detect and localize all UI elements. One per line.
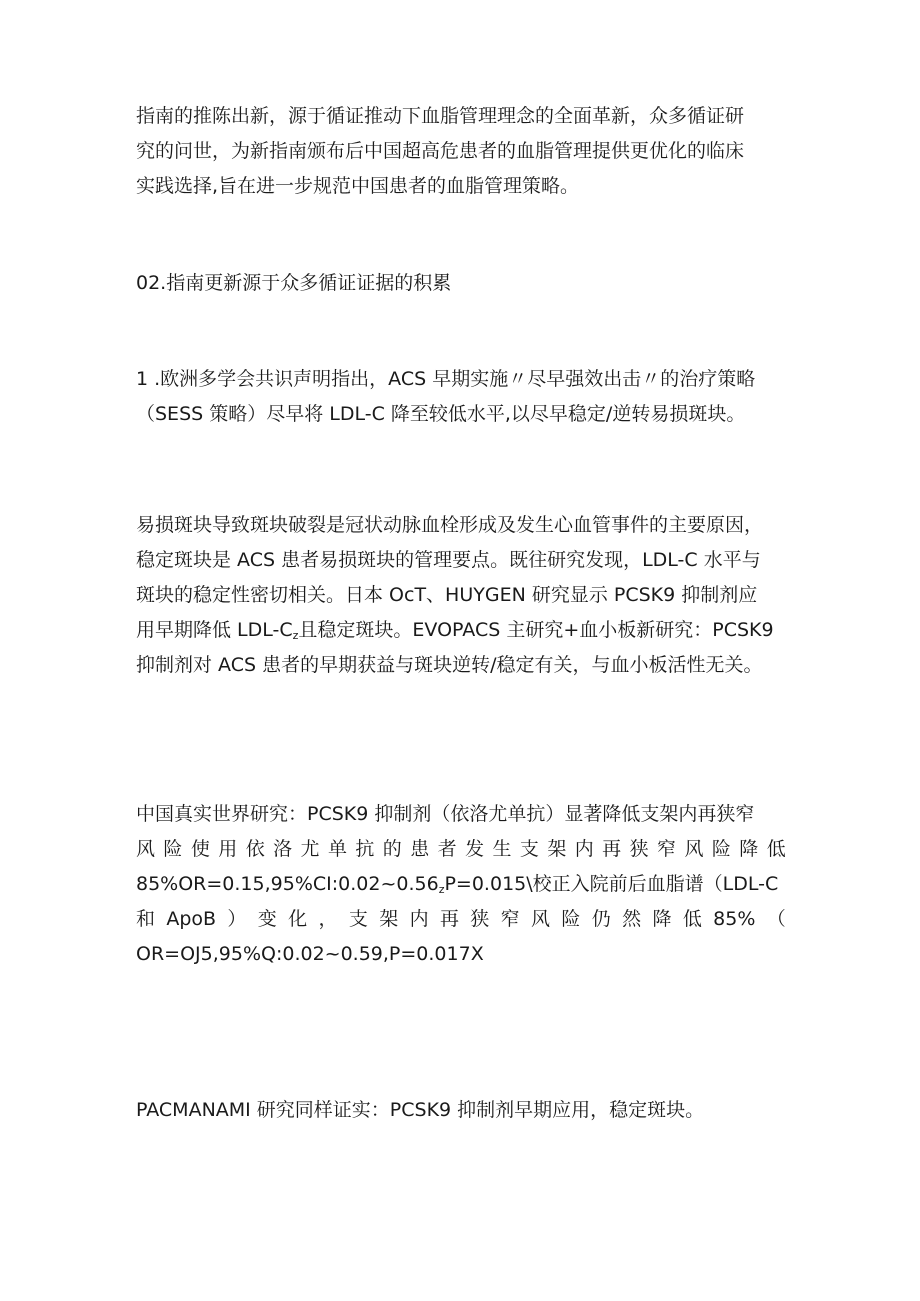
china-study-line-2-token: 用 <box>218 838 238 860</box>
china-study-line-2-token: 险 <box>163 838 183 860</box>
china-study-line-3-part-a: 85%OR=0.15,95%CI:0.02~0.56 <box>136 873 439 895</box>
section-heading <box>136 266 786 301</box>
china-study-line-4-token: 支 <box>348 908 368 930</box>
china-study-line-4-token: 变 <box>257 908 277 930</box>
point-1-line-1: 1 .欧洲多学会共识声明指出，ACS 早期实施〃尽早强效出击〃的治疗策略 <box>136 368 756 390</box>
china-study-line-4-token: 再 <box>439 908 459 930</box>
china-study-line-2-token: 使 <box>190 838 210 860</box>
china-study-line-2-token: 患 <box>410 838 430 860</box>
china-study-line-3 <box>136 867 786 902</box>
china-study-line-4-token: 狭 <box>470 908 490 930</box>
plaque-line-4-part-b: 且稳定斑块。EVOPACS 主研究+血小板新研究：PCSK9 <box>298 619 774 641</box>
china-study-line-4-token: 然 <box>622 908 642 930</box>
intro-line-3: 实践选择,旨在进一步规范中国患者的血脂管理策略。 <box>136 175 580 197</box>
plaque-line-4-part-a: 用早期降低 LDL-C <box>136 619 293 641</box>
china-study-line-2-token: 发 <box>465 838 485 860</box>
china-study-line-2-token: 降 <box>739 838 759 860</box>
china-study-line-3-subscript: z <box>438 883 445 896</box>
china-study-line-2-token: 单 <box>327 838 347 860</box>
china-study-line-1: 中国真实世界研究：PCSK9 抑制剂（依洛尤单抗）显著降低支架内再狭窄 <box>136 803 755 825</box>
plaque-line-3: 斑块的稳定性密切相关。日本 OcT、HUYGEN 研究显示 PCSK9 抑制剂应 <box>136 584 758 606</box>
china-study-line-5: OR=OJ5,95%Q:0.02~0.59,P=0.017X <box>136 943 484 965</box>
china-study-line-2-token: 依 <box>245 838 265 860</box>
china-study-line-4-token: 低 <box>682 908 702 930</box>
plaque-line-4 <box>136 613 786 648</box>
plaque-line-2: 稳定斑块是 ACS 患者易损斑块的管理要点。既往研究发现，LDL-C 水平与 <box>136 549 761 571</box>
china-study-line-2-token: 窄 <box>657 838 677 860</box>
china-study-line-3-part-b: P=0.015\校正入院前后血脂谱（LDL-C <box>444 873 779 895</box>
china-study-line-2-token: 风 <box>136 838 156 860</box>
china-study-line-4-token: ） <box>227 908 247 930</box>
china-study-line-2-token: 抗 <box>355 838 375 860</box>
china-study-line-4-token: 85% <box>713 908 756 930</box>
intro-line-1: 指南的推陈出新，源于循证推动下血脂管理理念的全面革新，众多循证研 <box>136 105 745 127</box>
intro-line-2: 究的问世，为新指南颁布后中国超高危患者的血脂管理提供更优化的临床 <box>136 140 745 162</box>
section-heading-text: 02.指南更新源于众多循证证据的积累 <box>136 272 452 294</box>
china-study-line-4-token: 仍 <box>591 908 611 930</box>
china-study-line-2-token: 生 <box>492 838 512 860</box>
china-study-line-4-token: 险 <box>561 908 581 930</box>
china-study-line-4-token: 架 <box>379 908 399 930</box>
china-study-line-2-token: 架 <box>547 838 567 860</box>
china-study-line-4-token: （ <box>766 908 786 930</box>
china-study-line-2 <box>136 832 786 867</box>
china-study-line-2-token: 低 <box>766 838 786 860</box>
plaque-line-1: 易损斑块导致斑块破裂是冠状动脉血栓形成及发生心血管事件的主要原因， <box>136 514 764 536</box>
point-1-line-2: （SESS 策略）尽早将 LDL-C 降至较低水平,以尽早稳定/逆转易损斑块。 <box>136 403 746 425</box>
intro-paragraph <box>136 99 786 204</box>
china-study-line-2-token: 狭 <box>629 838 649 860</box>
china-study-line-4-token: 和 <box>136 908 156 930</box>
china-study-line-2-token: 内 <box>574 838 594 860</box>
china-study-line-2-token: 尤 <box>300 838 320 860</box>
china-study-line-4-token: ApoB <box>166 908 217 930</box>
china-study-line-2-token: 洛 <box>273 838 293 860</box>
china-study-line-4-token: 窄 <box>500 908 520 930</box>
china-study-line-2-token: 再 <box>602 838 622 860</box>
china-study-line-4-token: 降 <box>652 908 672 930</box>
china-study-line-2-token: 风 <box>684 838 704 860</box>
plaque-line-4-subscript: z <box>292 629 299 642</box>
plaque-line-5: 抑制剂对 ACS 患者的早期获益与斑块逆转/稳定有关，与血小板活性无关。 <box>136 654 763 676</box>
china-study-line-4-token: ， <box>318 908 338 930</box>
china-study-line-2-token: 险 <box>711 838 731 860</box>
point-1-paragraph <box>136 362 786 432</box>
pacmanami-line: PACMANAMI 研究同样证实：PCSK9 抑制剂早期应用，稳定斑块。 <box>136 1099 705 1121</box>
china-study-line-2-token: 者 <box>437 838 457 860</box>
china-study-line-4-token: 风 <box>531 908 551 930</box>
china-study-line-4-token: 化 <box>288 908 308 930</box>
china-study-line-4 <box>136 902 786 937</box>
china-study-line-2-token: 支 <box>519 838 539 860</box>
china-study-paragraph <box>136 797 786 972</box>
pacmanami-paragraph <box>136 1093 786 1128</box>
plaque-paragraph <box>136 508 786 683</box>
china-study-line-4-token: 内 <box>409 908 429 930</box>
china-study-line-2-token: 的 <box>382 838 402 860</box>
